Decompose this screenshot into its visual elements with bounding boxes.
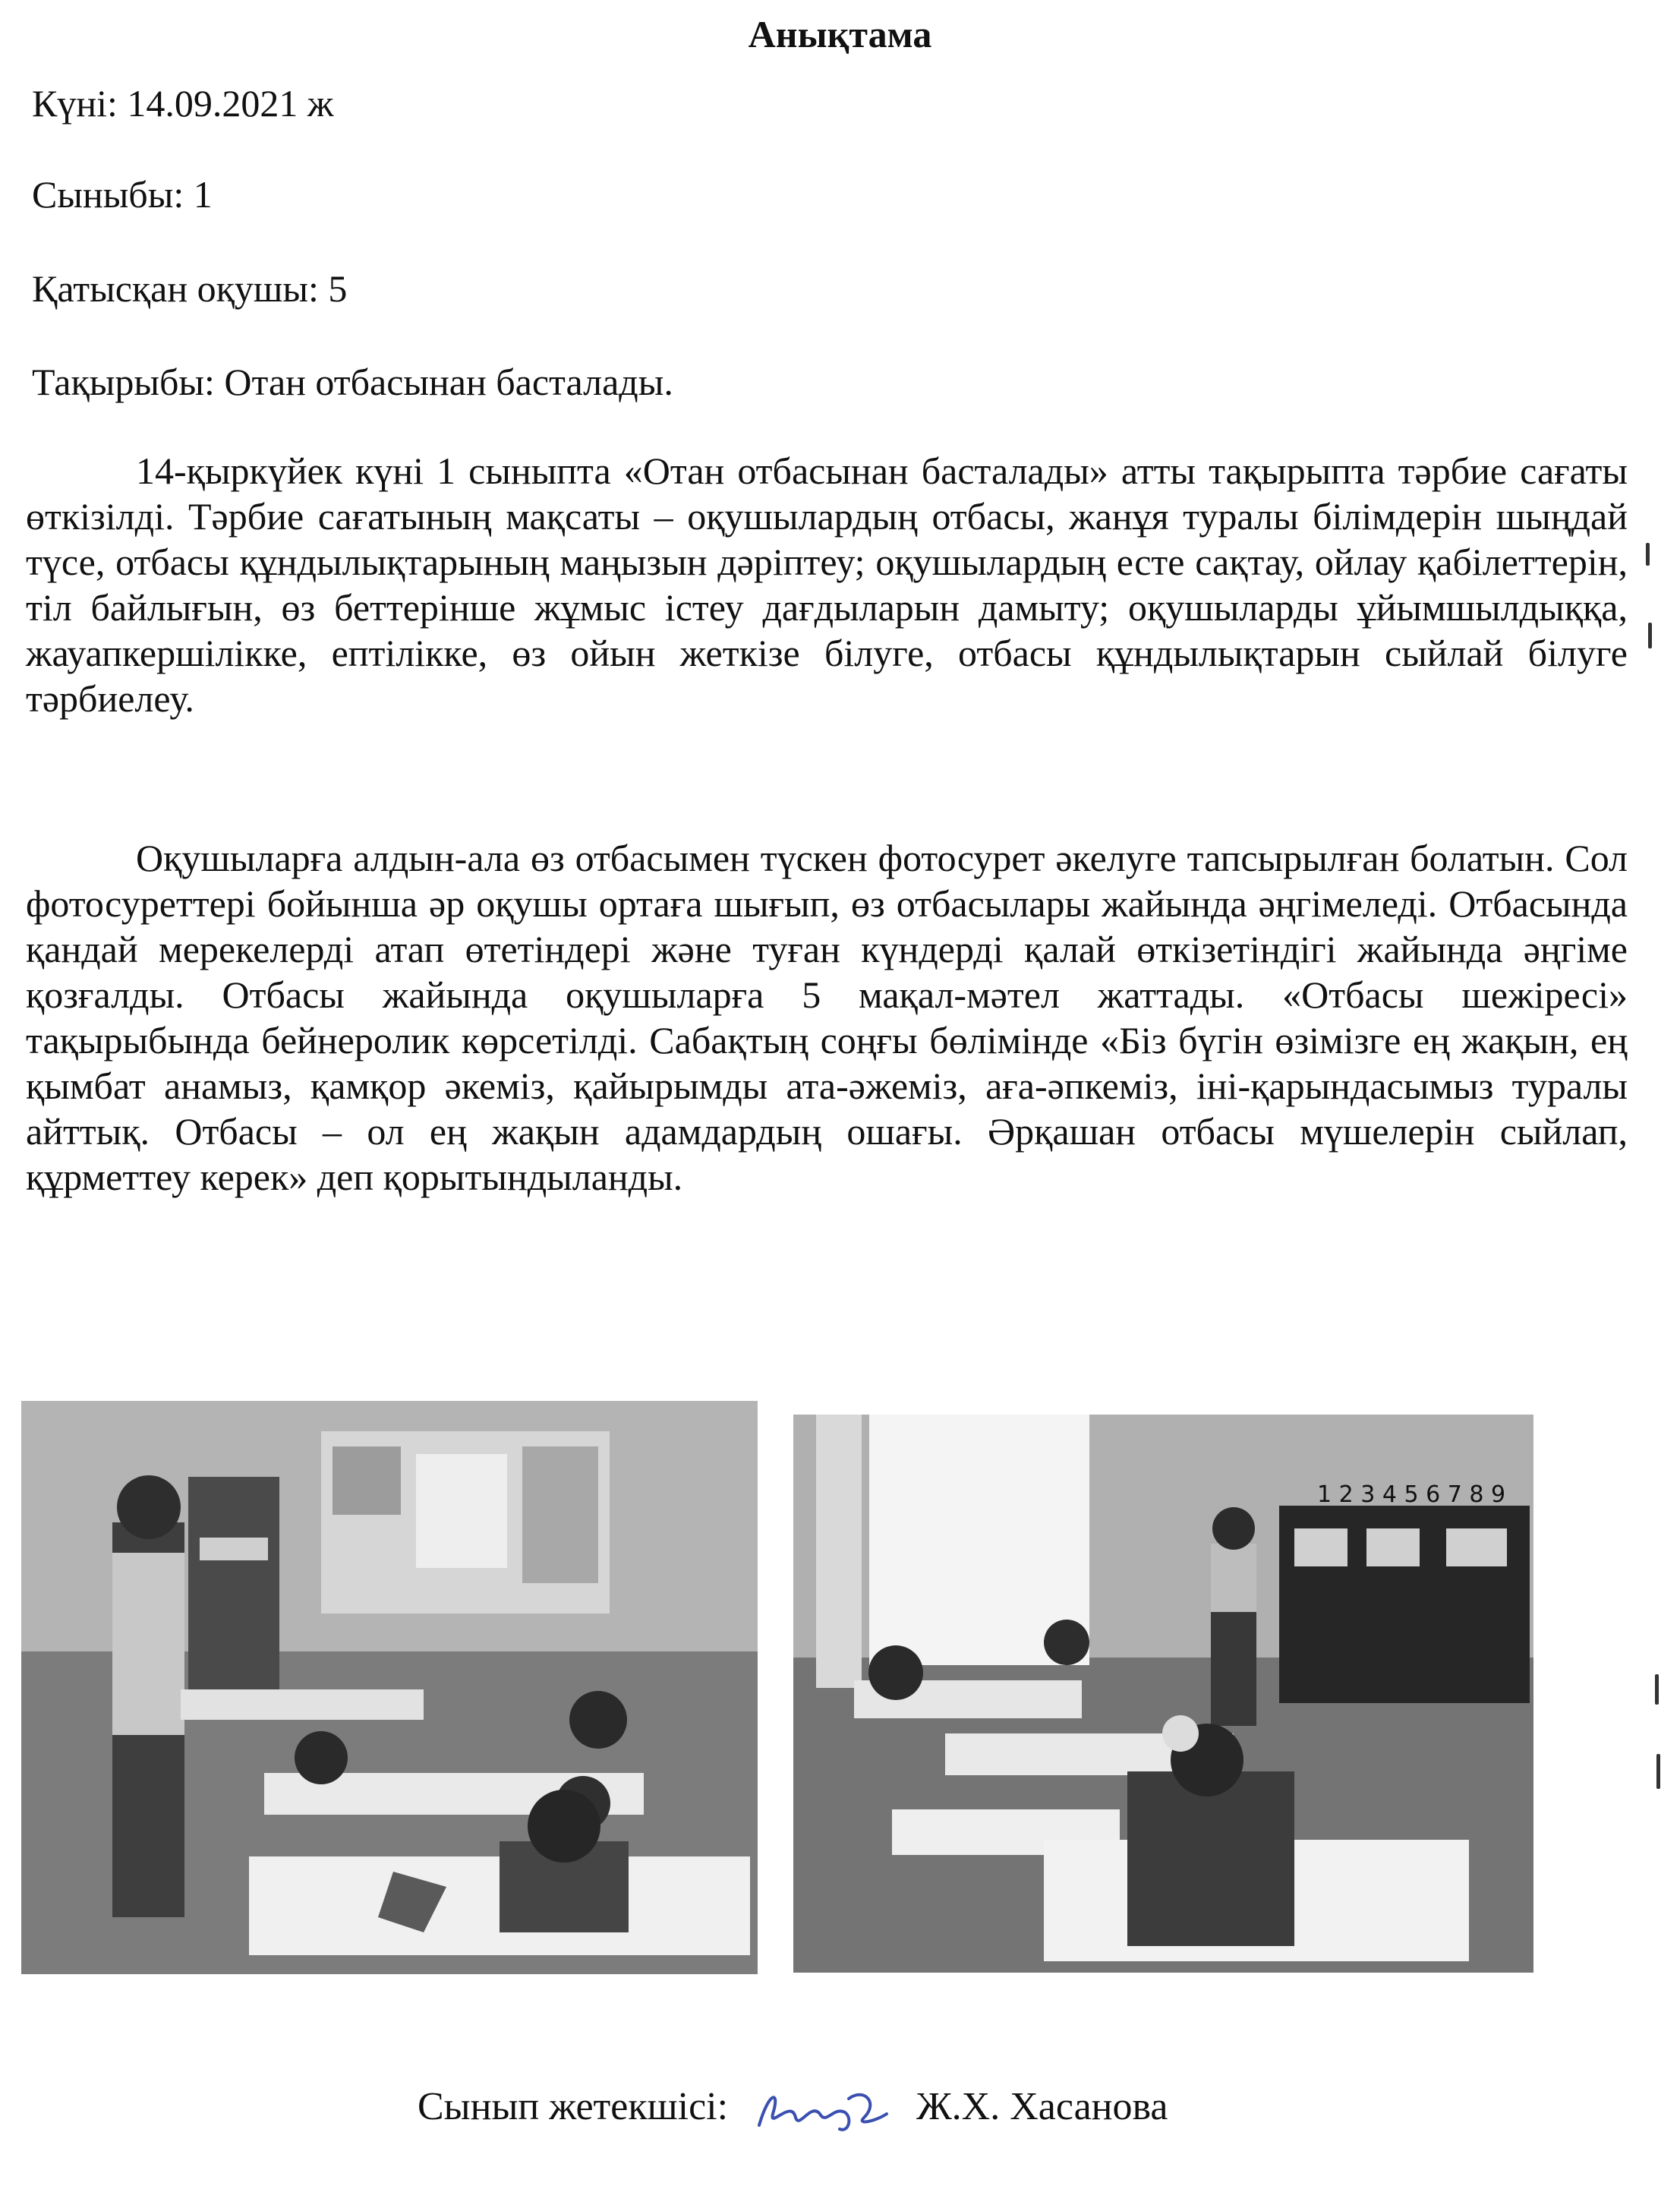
signature-block	[418, 2080, 1168, 2137]
paragraph-purpose: 14-қыркүйек күні 1 сыныпта «Отан отбасынан басталады» атты тақырыпта тәрбие сағаты өткізілді. Тәрбие сағатының мақсаты – оқушылардың отбасы, жанұя туралы білімдерін шыңдай түсе, отбасы құндылықтарының маңызын дәріптеу; оқушылардың есте сақтау, ойлау қабілеттерін, тіл байлығын, өз беттерінше жұмыс істеу дағдыларын дамыту; оқушыларды ұйымшылдыққа, жауапкершілікке, ептілікке, өз ойын жеткізе білуге, отбасы құндылықтарын сыйлай білуге тәрбиелеу.	[26, 450, 1628, 720]
meta-topic: Тақырыбы: Отан отбасынан басталады.	[32, 361, 673, 403]
class-teacher-label: Сынып жетекшісі:	[418, 2085, 729, 2128]
meta-students: Қатысқан оқушы: 5	[32, 267, 348, 310]
paragraph-summary: Оқушыларға алдын-ала өз отбасымен түскен фотосурет әкелуге тапсырылған болатын. Сол фотосуреттері бойынша әр оқушы ортаға шығып, өз отбасылары жайында әңгімеледі. Отбасында қандай мерекелерді атап өтетіндері және туған күндерді қалай өткізетіндігі жайында әңгіме қозғалды. Отбасы жайында оқушыларға 5 мақал-мәтел жаттады. «Отбасы шежіресі» тақырыбында бейнеролик көрсетілді. Сабақтың соңғы бөлімінде «Біз бүгін өзімізге ең жақын, ең қымбат анамыз, қамқор әкеміз, қайырымды ата-әжеміз, аға-әпкеміз, іні-қарындасымыз туралы айттық. Отбасы – ол ең жақын адамдардың ошағы. Әрқашан отбасы мүшелерін сыйлап, құрметтеу керек» деп қорытындыланды.	[26, 837, 1628, 1198]
classroom-photo-2-image	[793, 1415, 1533, 1973]
meta-class: Сыныбы: 1	[32, 173, 213, 216]
photo2-number-strip: 1 2 3 4 5 6 7 8 9	[1317, 1481, 1506, 1508]
class-teacher-name: Ж.Х. Хасанова	[916, 2085, 1168, 2128]
scan-mark	[1656, 1754, 1660, 1789]
classroom-photo-2	[793, 1415, 1533, 1973]
document-title: Анықтама	[748, 13, 932, 55]
classroom-photo-1-image	[21, 1401, 758, 1974]
classroom-photo-1	[21, 1401, 758, 1974]
scan-mark	[1646, 543, 1650, 566]
handwritten-signature	[750, 2083, 894, 2137]
scan-mark	[1655, 1674, 1659, 1705]
scan-mark	[1648, 623, 1652, 648]
meta-date: Күні: 14.09.2021 ж	[32, 82, 334, 125]
